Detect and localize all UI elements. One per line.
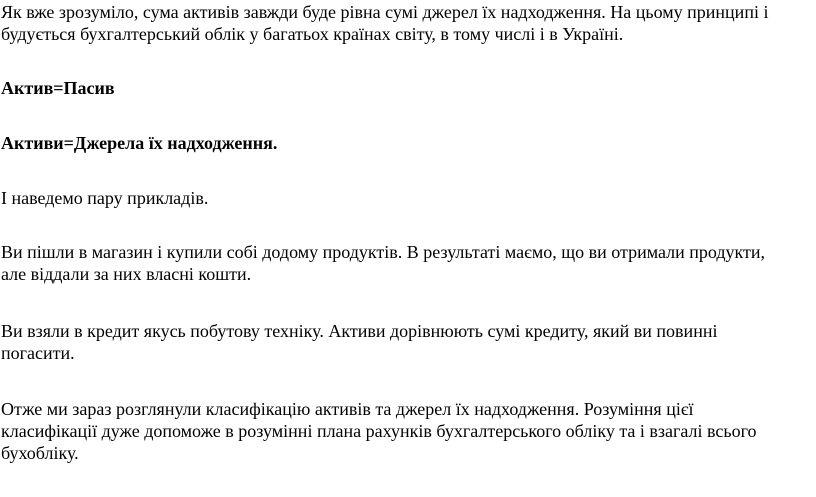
intro-paragraph [1, 1, 768, 45]
examples-intro-text: І наведемо пару прикладів. [1, 188, 209, 208]
conclusion-line-3: бухобліку. [1, 443, 79, 463]
example-credit-line-1: Ви взяли в кредит якусь побутову техніку. Активи дорівнюють сумі кредиту, який ви повинні [1, 321, 718, 341]
examples-intro-paragraph [1, 187, 208, 209]
conclusion-line-1: Отже ми зараз розглянули класифікацію активів та джерел їх надходження. Розуміння цієї [1, 399, 694, 419]
example-shop-line-2: але віддали за них власні кошти. [1, 264, 252, 284]
equation-assets-liabilities [1, 77, 115, 99]
equation-assets-sources [1, 132, 277, 154]
conclusion-paragraph [1, 398, 757, 464]
equation-assets-liabilities-text: Актив=Пасив [1, 78, 115, 98]
intro-line-2: будується бухгалтерський облік у багатьох країнах світу, в тому числі і в Україні. [1, 24, 624, 44]
example-credit-line-2: погасити. [1, 343, 75, 363]
intro-line-1: Як вже зрозуміло, сума активів завжди буде рівна сумі джерел їх надходження. На цьому принципі і [1, 2, 769, 22]
conclusion-line-2: класифікації дуже допоможе в розумінні плана рахунків бухгалтерського обліку та і взагалі всього [1, 421, 757, 441]
example-shop-line-1: Ви пішли в магазин і купили собі додому продуктів. В результаті маємо, що ви отримали продукти, [1, 242, 766, 262]
example-shop-paragraph [1, 241, 765, 285]
equation-assets-sources-text: Активи=Джерела їх надходження. [1, 133, 278, 153]
example-credit-paragraph [1, 320, 717, 364]
